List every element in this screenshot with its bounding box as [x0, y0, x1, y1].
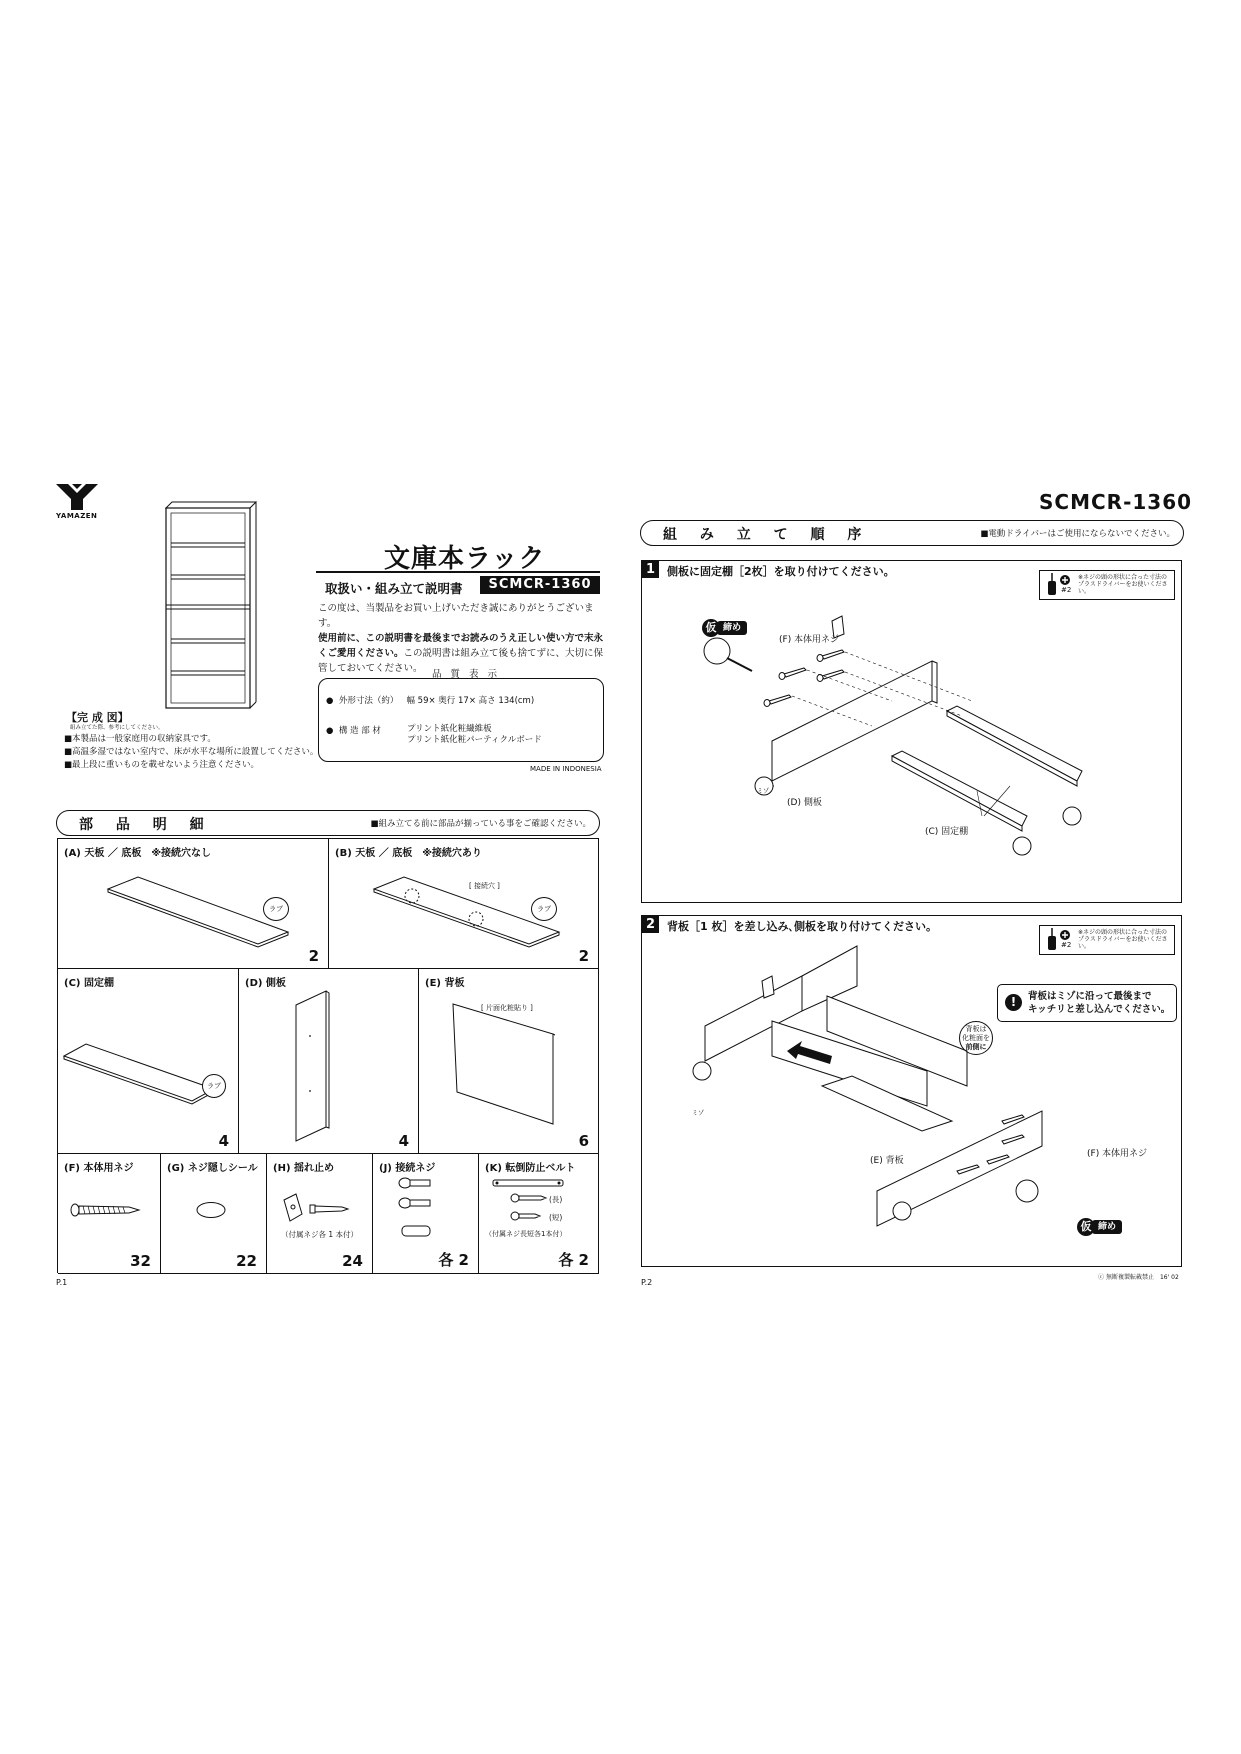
mizo-label: ミゾ — [692, 1110, 705, 1117]
part-count: 4 — [218, 1132, 229, 1150]
warning-line: キッチリと差し込んでください。 — [1028, 1004, 1171, 1015]
rabu-tag: ラブ — [531, 897, 557, 921]
part-count: 24 — [342, 1252, 363, 1270]
part-count: 各 2 — [558, 1251, 589, 1269]
parts-header-note: ■組み立てる前に部品が揃っている事をご確認ください。 — [370, 819, 591, 829]
dims-label: 外形寸法（約） — [338, 696, 399, 706]
material-value-1: プリント紙化粧繊維板 — [407, 724, 492, 734]
copyright-text: 無断複製転載禁止 16' 02 — [1105, 1274, 1179, 1281]
part-count: 22 — [236, 1252, 257, 1270]
intro-bold: くご愛用ください。 — [318, 648, 404, 659]
label-c: (C) 固定棚 — [925, 827, 969, 837]
print-tag: [ 片面化粧貼り ] — [481, 1004, 533, 1012]
part-label: (E) 背板 — [425, 978, 465, 989]
label-d: (D) 側板 — [787, 798, 822, 808]
back-note — [959, 1021, 993, 1055]
model-badge: SCMCR-1360 — [480, 576, 600, 594]
warning-icon: ! — [1005, 994, 1022, 1011]
bullet-icon: ● — [326, 726, 334, 736]
label-e: (E) 背板 — [870, 1156, 904, 1166]
k-note: （付属ネジ長短各1本付） — [485, 1230, 567, 1238]
title-rule — [316, 571, 600, 573]
copyright — [1098, 1272, 1179, 1281]
part-d-cell — [239, 969, 419, 1154]
yamazen-logo — [56, 484, 98, 524]
step-title: 側板に固定棚［2枚］を取り付けてください。 — [667, 565, 895, 578]
parts-header — [56, 810, 600, 836]
material-label: 構 造 部 材 — [338, 726, 381, 736]
copyright-icon: ⓒ — [1098, 1274, 1105, 1281]
dims-row — [326, 694, 534, 706]
part-count: 6 — [578, 1132, 589, 1150]
note-item: ■高温多湿ではない室内で、床が水平な場所に設置してください。 — [64, 747, 319, 757]
back-note-line: 背板は — [965, 1025, 987, 1033]
hole-tag: [ 接続穴 ] — [469, 882, 500, 890]
intro-normal: この説明書は組み立て後も捨てずに、大切に保 — [403, 648, 604, 659]
part-label: (C) 固定棚 — [64, 978, 114, 989]
model-title: SCMCR-1360 — [1039, 490, 1193, 514]
part-label: (J) 接続ネジ — [379, 1163, 436, 1174]
part-h-cell — [267, 1154, 373, 1274]
step-2-panel — [641, 915, 1182, 1267]
notes-list — [64, 733, 318, 772]
driver-box — [1039, 570, 1175, 600]
temp-tighten-badge — [1077, 1218, 1125, 1236]
part-count: 2 — [578, 947, 589, 965]
driver-size: #2 — [1061, 941, 1072, 949]
part-label: (H) 揺れ止め — [273, 1163, 334, 1174]
quality-box — [318, 678, 604, 762]
part-count: 2 — [308, 947, 319, 965]
driver-note: ※ネジの頭の形状に合った寸法のプラスドライバーをお使いください。 — [1078, 574, 1168, 595]
logo-text: YAMAZEN — [56, 512, 98, 520]
step-title: 背板［1 枚］を差し込み､側板を取り付けてください。 — [667, 920, 937, 933]
rabu-tag: ラブ — [263, 897, 289, 921]
screw-icon — [71, 1203, 141, 1217]
part-f-cell — [58, 1154, 161, 1274]
material-value-2: プリント紙化粧パーティクルボード — [407, 735, 542, 745]
completed-bookshelf-illustration — [160, 502, 260, 712]
part-k-cell — [479, 1154, 599, 1274]
rabu-tag: ラブ — [202, 1074, 226, 1098]
k-long: (長) — [549, 1195, 563, 1204]
anti-sway-bracket-icon — [284, 1194, 354, 1224]
step-number: 1 — [642, 561, 659, 578]
material-row — [326, 724, 381, 736]
shelf-illustration — [64, 1044, 224, 1104]
back-note-line: 化粧面を — [962, 1034, 990, 1042]
intro-line — [318, 646, 608, 661]
label-f: (F) 本体用ネジ — [779, 635, 840, 645]
anti-tip-belt-icon — [491, 1180, 586, 1230]
logo-mark-icon — [56, 484, 98, 510]
note-item: ■本製品は一般家庭用の収納家具です。 — [64, 734, 216, 744]
driver-note: ※ネジの頭の形状に合った寸法のプラスドライバーをお使いください。 — [1078, 929, 1168, 950]
material-value — [407, 724, 542, 746]
part-label: (D) 側板 — [245, 978, 286, 989]
label-f: (F) 本体用ネジ — [1087, 1149, 1148, 1159]
part-g-cell — [161, 1154, 267, 1274]
temp-kanji: 仮 — [702, 619, 720, 637]
page-number-1: P.1 — [56, 1278, 68, 1287]
part-count: 32 — [130, 1252, 151, 1270]
order-header-title: 組 み 立 て 順 序 — [663, 527, 871, 543]
part-count: 各 2 — [438, 1251, 469, 1269]
page-number-2: P.2 — [641, 1278, 653, 1287]
subtitle: 取扱い・組み立て説明書 — [325, 581, 463, 596]
step-number: 2 — [642, 916, 659, 933]
part-e-cell — [419, 969, 599, 1154]
part-b-cell — [329, 839, 599, 969]
parts-header-title: 部 品 明 細 — [79, 817, 213, 833]
temp-tighten-badge — [702, 619, 750, 637]
made-in: MADE IN INDONESIA — [530, 765, 602, 773]
dims-value: 幅 59× 奥行 17× 高さ 134(cm) — [406, 696, 535, 706]
driver-size: #2 — [1061, 586, 1072, 594]
part-label: (B) 天板 ／ 底板 ※接続穴あり — [335, 848, 482, 859]
bullet-icon: ● — [326, 696, 334, 706]
panel-illustration — [108, 877, 288, 947]
back-panel-illustration — [453, 1004, 563, 1124]
warning-line: 背板はミゾに沿って最後まで — [1028, 991, 1152, 1002]
back-note-line: 前側に — [965, 1043, 987, 1051]
part-label: (K) 転倒防止ベルト — [485, 1163, 576, 1174]
product-title: 文庫本ラック — [384, 544, 546, 574]
tighten-text: 締め — [1092, 1220, 1122, 1234]
part-a-cell — [58, 839, 329, 969]
intro-text — [318, 601, 608, 676]
temp-kanji: 仮 — [1077, 1218, 1095, 1236]
note-item: ■最上段に重いものを載せないよう注意ください。 — [64, 760, 260, 770]
cover-seal-icon — [196, 1202, 226, 1218]
tighten-text: 締め — [717, 621, 747, 635]
step-1-illustration — [692, 616, 1172, 886]
step-2-illustration — [702, 946, 1142, 1246]
part-count: 4 — [398, 1132, 409, 1150]
order-header-note: ■電動ドライバーはご使用にならないでください。 — [980, 529, 1175, 539]
quality-heading: 品 質 表 示 — [432, 669, 501, 680]
intro-line: 使用前に、この説明書を最後までお読みのうえ正しい使い方で末永 — [318, 633, 604, 644]
parts-grid — [57, 838, 599, 1273]
order-header — [640, 520, 1184, 546]
part-j-cell — [373, 1154, 479, 1274]
mizo-label: ミゾ — [757, 788, 770, 795]
part-label: (A) 天板 ／ 底板 ※接続穴なし — [64, 848, 212, 859]
step-1-panel — [641, 560, 1182, 903]
k-short: (短) — [549, 1213, 563, 1222]
part-label: (F) 本体用ネジ — [64, 1163, 134, 1174]
part-label: (G) ネジ隠しシール — [167, 1163, 258, 1174]
completed-label: 【完 成 図】 — [66, 711, 129, 724]
completed-note: 組み立てた際、参考にしてください。 — [70, 725, 164, 731]
part-c-cell — [58, 969, 239, 1154]
side-panel-illustration — [296, 991, 336, 1141]
connector-screws-icon — [398, 1176, 438, 1248]
h-note: （付属ネジ各 1 本付） — [281, 1230, 359, 1239]
intro-line: この度は、当製品をお買い上げいただき誠にありがとうございます。 — [318, 603, 594, 629]
intro-line: 管しておいてください。 — [318, 663, 423, 674]
